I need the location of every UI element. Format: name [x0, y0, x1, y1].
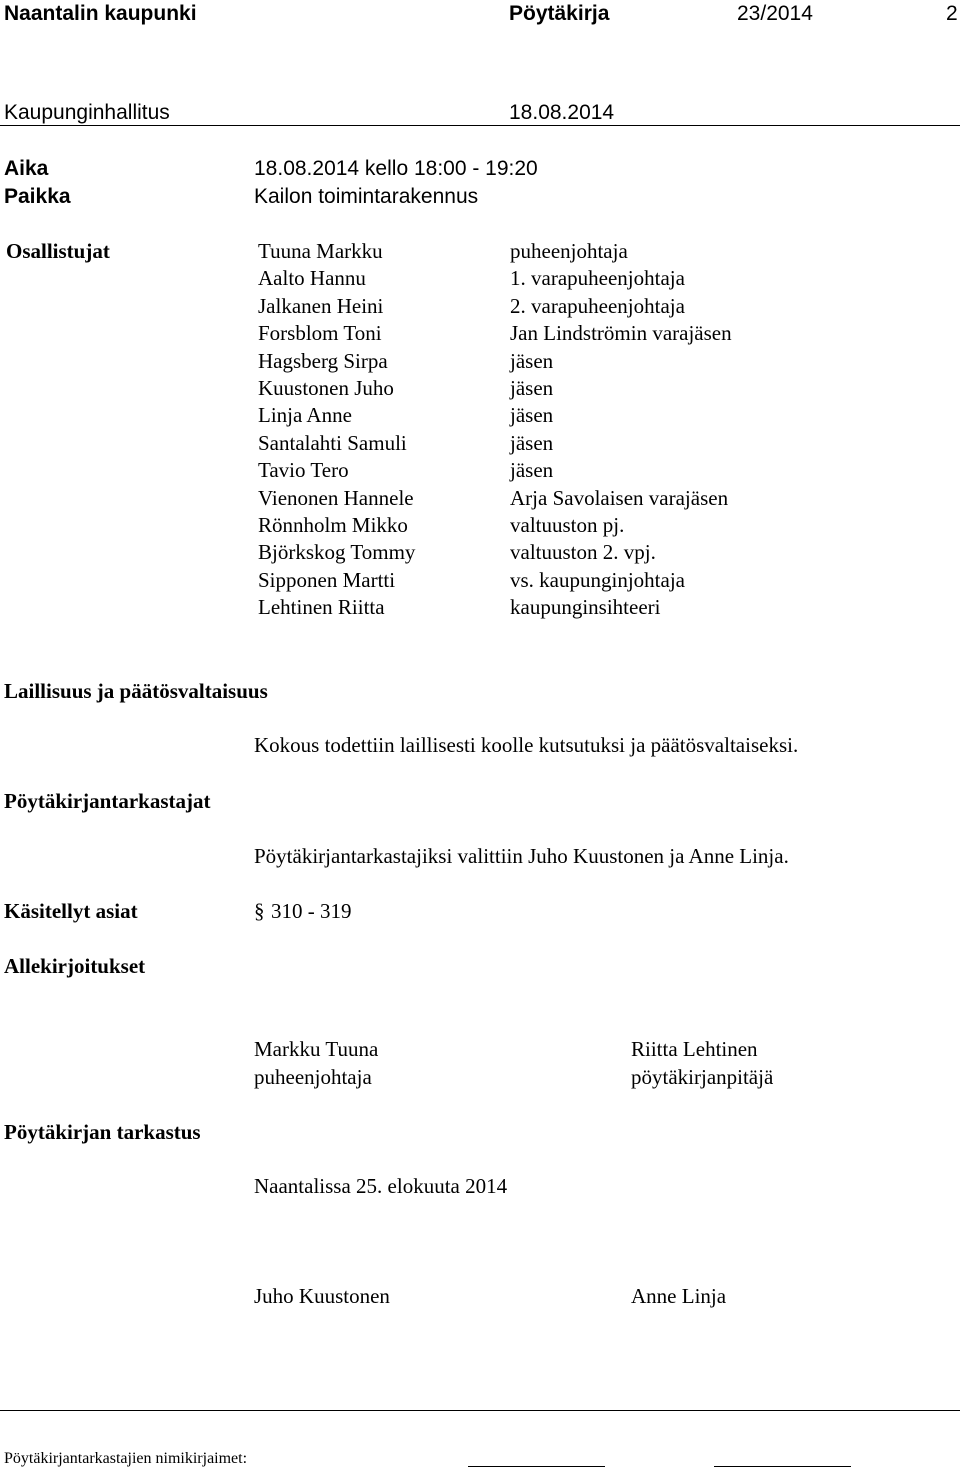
place-label: Paikka: [4, 185, 71, 208]
header-doc-type: Pöytäkirja: [509, 2, 610, 25]
participant-role: vs. kaupunginjohtaja: [510, 567, 685, 592]
initials-line-1: [468, 1466, 605, 1467]
participant-name: Santalahti Samuli: [258, 430, 407, 455]
participant-role: jäsen: [510, 403, 554, 428]
items-range: 310 - 319: [271, 899, 352, 923]
participant-name: Linja Anne: [258, 403, 352, 428]
participant-row: [258, 567, 958, 597]
initials-label: Pöytäkirjantarkastajien nimikirjaimet:: [4, 1450, 248, 1467]
footer-rule: [0, 1410, 960, 1411]
section-sign: §: [254, 899, 265, 923]
participant-role: jäsen: [510, 430, 554, 455]
participant-row: [258, 460, 958, 487]
reviewers-text: Pöytäkirjantarkastajiksi valittiin Juho Kuustonen ja Anne Linja.: [254, 844, 789, 868]
review-label: Pöytäkirjan tarkastus: [4, 1120, 201, 1144]
participant-name: Forsblom Toni: [258, 321, 382, 346]
participant-row: [258, 515, 958, 542]
participant-name: Tuuna Markku: [258, 239, 383, 263]
participant-name: Hagsberg Sirpa: [258, 348, 388, 373]
participant-role: puheenjohtaja: [510, 239, 628, 263]
participant-role: kaupunginsihteeri: [510, 595, 661, 620]
header-rule: [0, 125, 960, 126]
meeting-date: 18.08.2014: [509, 101, 615, 124]
participant-role: Jan Lindströmin varajäsen: [510, 321, 732, 346]
place-value: Kailon toimintarakennus: [254, 185, 479, 208]
review-place-date: Naantalissa 25. elokuuta 2014: [254, 1174, 508, 1198]
participant-row: [258, 241, 958, 268]
secretary-title: pöytäkirjanpitäjä: [631, 1065, 774, 1089]
participant-row: [258, 405, 958, 432]
participant-row: [258, 348, 958, 378]
participant-row: [258, 542, 958, 569]
header-municipality: Naantalin kaupunki: [4, 2, 197, 25]
participant-name: Björkskog Tommy: [258, 540, 416, 565]
participant-row: [258, 597, 958, 624]
participant-row: [258, 268, 958, 295]
meeting-body: Kaupunginhallitus: [4, 101, 170, 124]
signatures-label: Allekirjoitukset: [4, 954, 146, 978]
initials-line-2: [714, 1466, 851, 1467]
participant-name: Sipponen Martti: [258, 567, 396, 592]
participants-label: Osallistujat: [6, 239, 110, 263]
participant-role: 2. varapuheenjohtaja: [510, 293, 685, 318]
participant-role: jäsen: [510, 458, 554, 483]
participant-row: [258, 293, 958, 323]
participant-row: [258, 430, 958, 460]
legality-label: Laillisuus ja päätösvaltaisuus: [4, 679, 268, 703]
reviewer-1-name: Juho Kuustonen: [254, 1284, 390, 1308]
participant-role: jäsen: [510, 376, 554, 400]
participant-role: jäsen: [510, 348, 554, 373]
time-label: Aika: [4, 157, 49, 180]
participant-name: Tavio Tero: [258, 458, 349, 483]
items-label: Käsitellyt asiat: [4, 899, 138, 923]
reviewer-2-name: Anne Linja: [631, 1284, 727, 1308]
header-page-number: 2: [946, 2, 958, 25]
participant-name: Kuustonen Juho: [258, 376, 394, 400]
chair-title: puheenjohtaja: [254, 1065, 372, 1089]
time-value: 18.08.2014 kello 18:00 - 19:20: [254, 157, 538, 180]
participant-row: [258, 485, 958, 515]
chair-name: Markku Tuuna: [254, 1037, 379, 1061]
participant-row: [258, 378, 958, 405]
header-number: 23/2014: [737, 2, 813, 25]
participant-row: [258, 323, 958, 350]
participant-name: Lehtinen Riitta: [258, 595, 385, 620]
participant-name: Aalto Hannu: [258, 266, 366, 291]
secretary-name: Riitta Lehtinen: [631, 1037, 758, 1061]
participant-name: Rönnholm Mikko: [258, 513, 408, 537]
participant-role: valtuuston 2. vpj.: [510, 540, 656, 565]
participant-role: 1. varapuheenjohtaja: [510, 266, 685, 291]
reviewers-label: Pöytäkirjantarkastajat: [4, 789, 211, 813]
legality-text: Kokous todettiin laillisesti koolle kutsutuksi ja päätösvaltaiseksi.: [254, 733, 799, 757]
participant-role: valtuuston pj.: [510, 513, 625, 537]
participant-name: Jalkanen Heini: [258, 293, 384, 318]
participant-role: Arja Savolaisen varajäsen: [510, 485, 729, 510]
participant-name: Vienonen Hannele: [258, 485, 414, 510]
